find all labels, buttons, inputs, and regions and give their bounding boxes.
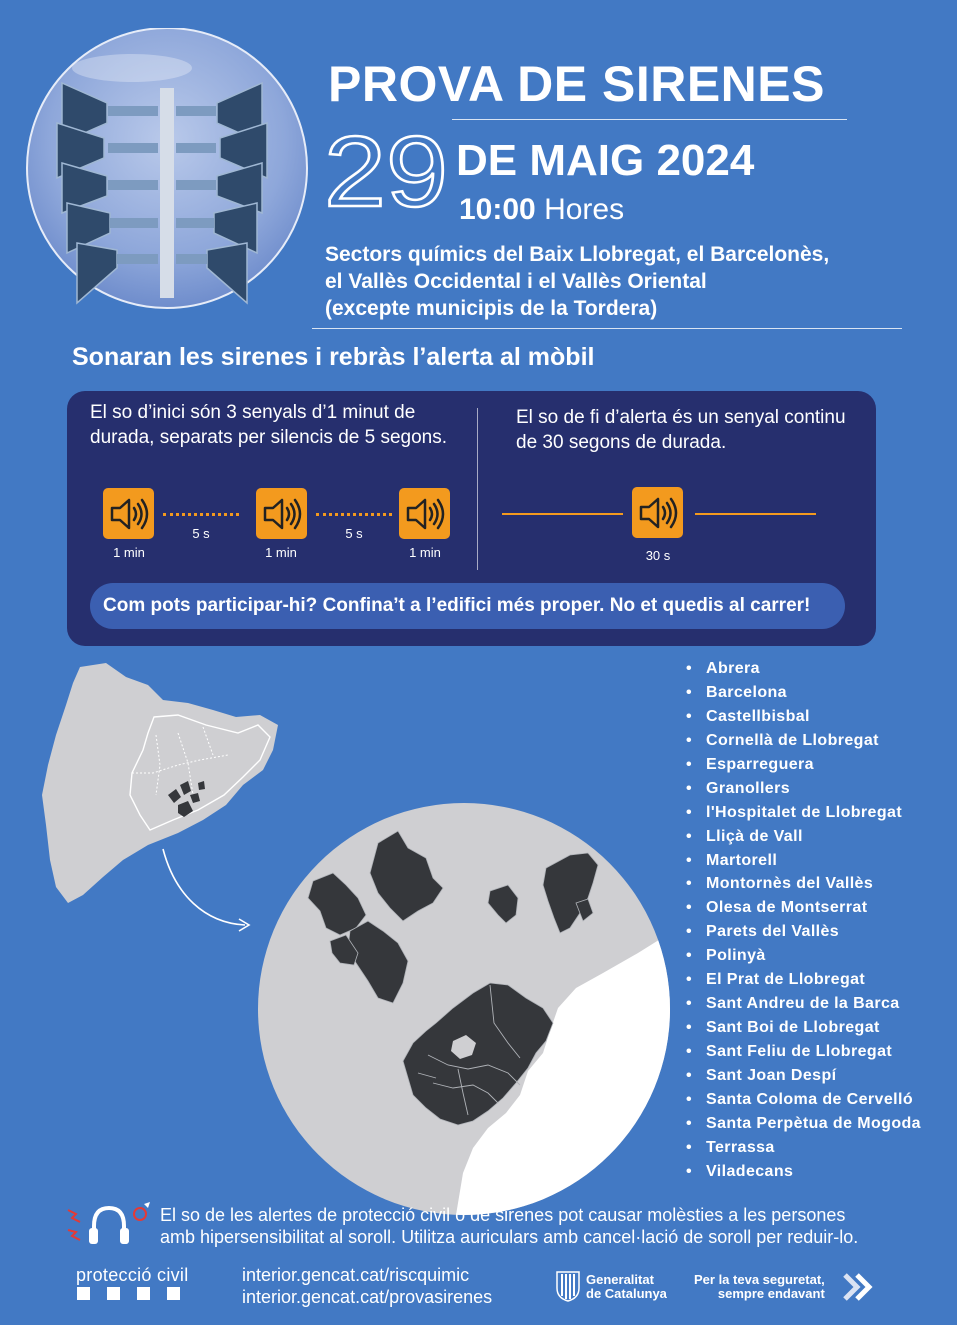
sectors-description	[325, 241, 915, 322]
proteccio-civil-logo: protecció civil	[76, 1265, 189, 1285]
duration-label: 1 min	[409, 545, 441, 560]
participate-text: Com pots participar-hi? Confina’t a l’edifici més proper. No et quedis al carrer!	[103, 595, 811, 616]
time-line	[459, 193, 624, 227]
motto-line: sempre endavant	[717, 1286, 825, 1301]
gencat-name	[586, 1273, 667, 1301]
day-number-text: 29	[324, 118, 448, 214]
end-signal-text: El so de fi d’alerta és un senyal continu de 30 segons de durada.	[516, 407, 846, 453]
gencat-line: de Catalunya	[586, 1286, 667, 1301]
list-item: • Sant Boi de Llobregat	[686, 1016, 946, 1040]
day-number	[322, 118, 452, 214]
continuous-line-right	[695, 513, 816, 515]
motto	[694, 1273, 825, 1301]
link-riscquimic[interactable]: interior.gencat.cat/riscquimic	[242, 1265, 470, 1285]
list-item: • Santa Coloma de Cervelló	[686, 1088, 946, 1112]
gencat-line: Generalitat	[586, 1272, 654, 1287]
list-item: • Sant Andreu de la Barca	[686, 992, 946, 1016]
motto-line: Per la teva seguretat,	[694, 1272, 825, 1287]
time-value: 10:00	[459, 193, 536, 226]
list-item: • Barcelona	[686, 681, 946, 705]
list-item: • Sant Joan Despí	[686, 1064, 946, 1088]
link-provasirenes[interactable]: interior.gencat.cat/provasirenes	[242, 1287, 493, 1307]
sectors-line: Sectors químics del Baix Llobregat, el Barcelonès,	[325, 243, 830, 266]
gap-label: 5 s	[345, 526, 363, 541]
page-title: PROVA DE SIRENES	[328, 56, 825, 112]
sectors-rule	[312, 328, 902, 329]
list-item: • Santa Perpètua de Mogoda	[686, 1112, 946, 1136]
subtitle: Sonaran les sirenes i rebràs l’alerta al mòbil	[72, 343, 595, 371]
links-block	[242, 1264, 492, 1308]
noise-note-line: amb hipersensibilitat al soroll. Utilitza auriculars amb cancel·lació de soroll per reduir-lo.	[160, 1227, 859, 1247]
list-item: • Castellbisbal	[686, 705, 946, 729]
list-item: • Viladecans	[686, 1160, 946, 1184]
siren-bubble-illustration	[22, 28, 312, 318]
list-item: • Cornellà de Llobregat	[686, 729, 946, 753]
noise-note	[160, 1204, 920, 1248]
zoom-arrow	[155, 845, 265, 935]
end-duration-label: 30 s	[645, 548, 671, 563]
gencat-shield-icon	[555, 1270, 581, 1302]
gap-label: 5 s	[192, 526, 210, 541]
hearing-protection-icon	[64, 1200, 154, 1250]
list-item: • Abrera	[686, 657, 946, 681]
list-item: • Sant Feliu de Llobregat	[686, 1040, 946, 1064]
double-chevron-icon	[842, 1272, 876, 1302]
speaker-icon	[632, 487, 683, 538]
zoomed-sector-map	[258, 803, 670, 1215]
list-item: • Lliçà de Vall	[686, 825, 946, 849]
list-item: • l'Hospitalet de Llobregat	[686, 801, 946, 825]
list-item: • Montornès del Vallès	[686, 872, 946, 896]
list-item: • Polinyà	[686, 944, 946, 968]
municipalities-list	[686, 657, 946, 1184]
speaker-icon	[103, 488, 154, 539]
speaker-icon	[256, 488, 307, 539]
panel-divider	[477, 408, 478, 570]
sectors-line: (excepte municipis de la Tordera)	[325, 297, 658, 320]
list-item: • Terrassa	[686, 1136, 946, 1160]
sectors-line: el Vallès Occidental i el Vallès Oriental	[325, 270, 707, 293]
speaker-icon	[399, 488, 450, 539]
list-item: • El Prat de Llobregat	[686, 968, 946, 992]
title-rule	[452, 119, 847, 120]
noise-note-line: El so de les alertes de protecció civil o de sirenes pot causar molèsties a les persones	[160, 1205, 846, 1225]
list-item: • Esparreguera	[686, 753, 946, 777]
duration-label: 1 min	[265, 545, 297, 560]
time-unit: Hores	[544, 193, 625, 226]
duration-label: 1 min	[113, 545, 145, 560]
silence-dots	[163, 513, 239, 519]
start-signal-text: El so d’inici són 3 senyals d’1 minut de durada, separats per silencis de 5 segons.	[90, 402, 447, 448]
list-item: • Parets del Vallès	[686, 920, 946, 944]
participate-banner	[90, 583, 845, 629]
silence-dots	[316, 513, 392, 519]
list-item: • Martorell	[686, 849, 946, 873]
list-item: • Olesa de Montserrat	[686, 896, 946, 920]
logo-squares	[77, 1287, 180, 1300]
continuous-line-left	[502, 513, 623, 515]
month-year: DE MAIG 2024	[456, 136, 755, 185]
list-item: • Granollers	[686, 777, 946, 801]
siren-icon	[57, 83, 267, 303]
